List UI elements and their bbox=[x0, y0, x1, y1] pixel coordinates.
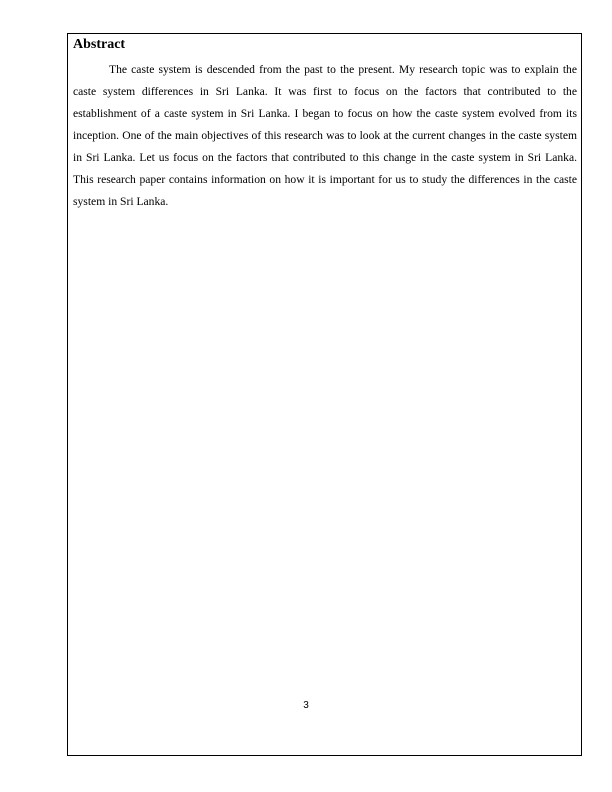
paragraph-line: inception. One of the main objectives of this research was to look at the current changes in the caste system bbox=[73, 129, 577, 142]
paragraph-line: establishment of a caste system in Sri Lanka. I began to focus on how the caste system evolved from its bbox=[73, 107, 577, 120]
paragraph-line: This research paper contains information on how it is important for us to study the differences in the caste bbox=[73, 173, 577, 186]
abstract-paragraph bbox=[73, 59, 577, 213]
abstract-heading: Abstract bbox=[73, 37, 126, 52]
paragraph-line: in Sri Lanka. Let us focus on the factors that contributed to this change in the caste system in Sri Lanka. bbox=[73, 151, 577, 164]
paragraph-line: caste system differences in Sri Lanka. It was first to focus on the factors that contributed to the bbox=[73, 85, 577, 98]
page-number: 3 bbox=[303, 700, 309, 711]
paragraph-line: The caste system is descended from the past to the present. My research topic was to explain the bbox=[109, 63, 577, 76]
paragraph-line: system in Sri Lanka. bbox=[73, 195, 169, 208]
